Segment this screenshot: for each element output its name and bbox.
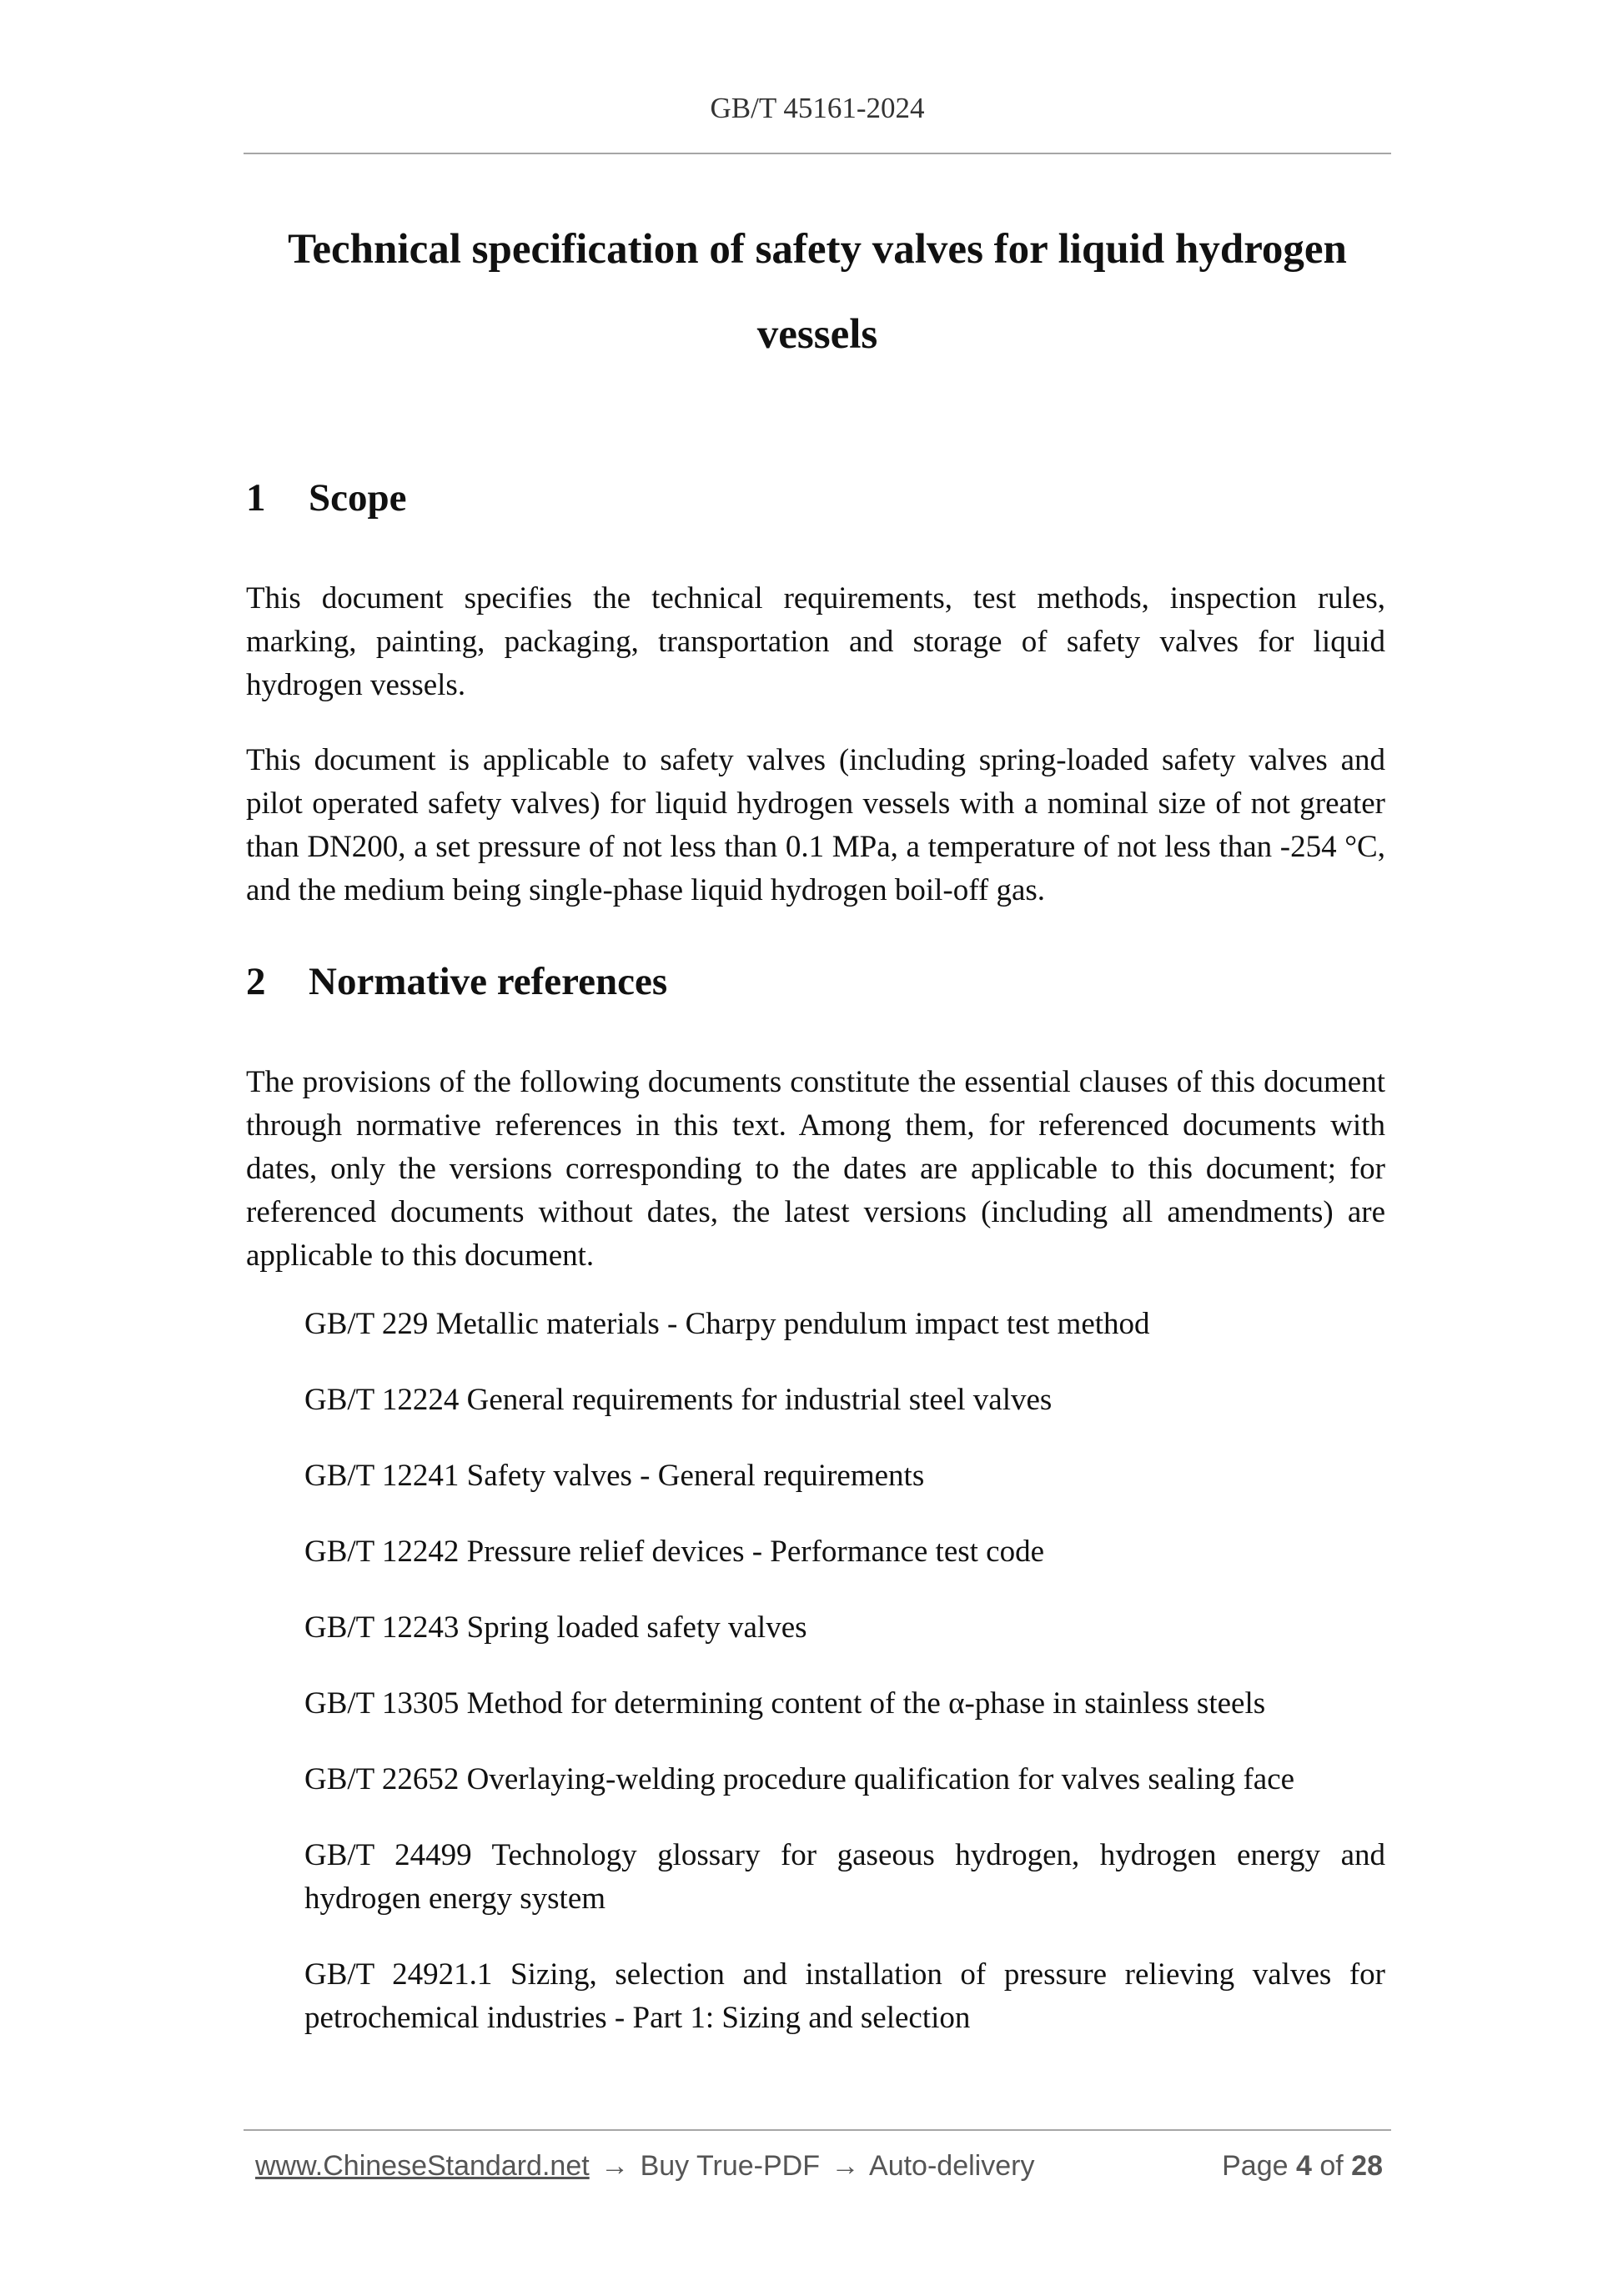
footer-promo (255, 2150, 1034, 2183)
page-indicator (1222, 2150, 1383, 2183)
reference-item: GB/T 229 Metallic materials - Charpy pendulum impact test method (304, 1307, 1150, 1341)
header-divider (244, 153, 1391, 154)
header-doc-code: GB/T 45161-2024 (710, 92, 925, 124)
page-label: Page (1222, 2150, 1289, 2182)
buy-text: Buy True-PDF (640, 2150, 820, 2182)
reference-item: GB/T 12224 General requirements for industrial steel valves (304, 1383, 1053, 1417)
scope-paragraph-1: This document specifies the technical requirements, test methods, inspection rules, marking, painting, packaging, transportation and storage of safety valves for liquid hydrogen vessels. (246, 581, 1385, 702)
page-current: 4 (1295, 2150, 1312, 2182)
section-number: 2 (246, 960, 266, 1003)
section-heading-scope (246, 475, 407, 520)
scope-paragraph-2: This document is applicable to safety valves (including spring-loaded safety valves and pilot operated safety valves) for liquid hydrogen vessels with a nominal size of not greater than DN200, a set pressure of not less than 0.1 MPa, a temperature of not less than -254 °C, and the medium being single-phase liquid hydrogen boil-off gas. (246, 743, 1385, 907)
document-title-line-2: vessels (756, 311, 878, 358)
arrow-right-icon: → (831, 2150, 860, 2182)
footer-divider (244, 2129, 1391, 2131)
delivery-text: Auto-delivery (869, 2150, 1035, 2182)
website-link[interactable]: www.ChineseStandard.net (255, 2150, 590, 2182)
section-heading-normative-references (246, 959, 667, 1004)
normative-references-paragraph: The provisions of the following documents constitute the essential clauses of this document through normative references in this text. Among them, for referenced documents with dates, only the versions corresponding to the dates are applicable to this document; for referenced documents without dates, the latest versions (including all amendments) are applicable to this document. (246, 1065, 1385, 1273)
reference-item: GB/T 13305 Method for determining content of the α-phase in stainless steels (304, 1686, 1266, 1721)
document-title-line-1: Technical specification of safety valves for liquid hydrogen (288, 226, 1347, 273)
arrow-right-icon: → (600, 2150, 630, 2182)
page-total: 28 (1351, 2150, 1383, 2182)
reference-item: GB/T 12241 Safety valves - General requirements (304, 1459, 925, 1493)
reference-item: GB/T 22652 Overlaying-welding procedure qualification for valves sealing face (304, 1762, 1295, 1796)
reference-item: GB/T 12242 Pressure relief devices - Performance test code (304, 1535, 1045, 1569)
reference-item: GB/T 24499 Technology glossary for gaseous hydrogen, hydrogen energy and hydrogen energy system (304, 1838, 1385, 1916)
reference-item: GB/T 12243 Spring loaded safety valves (304, 1610, 807, 1645)
section-title: Scope (309, 476, 407, 520)
reference-list (304, 1303, 1385, 2072)
page-of: of (1319, 2150, 1344, 2182)
section-number: 1 (246, 476, 266, 520)
reference-item: GB/T 24921.1 Sizing, selection and installation of pressure relieving valves for petrochemical industries - Part 1: Sizing and selection (304, 1957, 1385, 2035)
section-title: Normative references (309, 960, 668, 1003)
document-title (244, 207, 1391, 377)
